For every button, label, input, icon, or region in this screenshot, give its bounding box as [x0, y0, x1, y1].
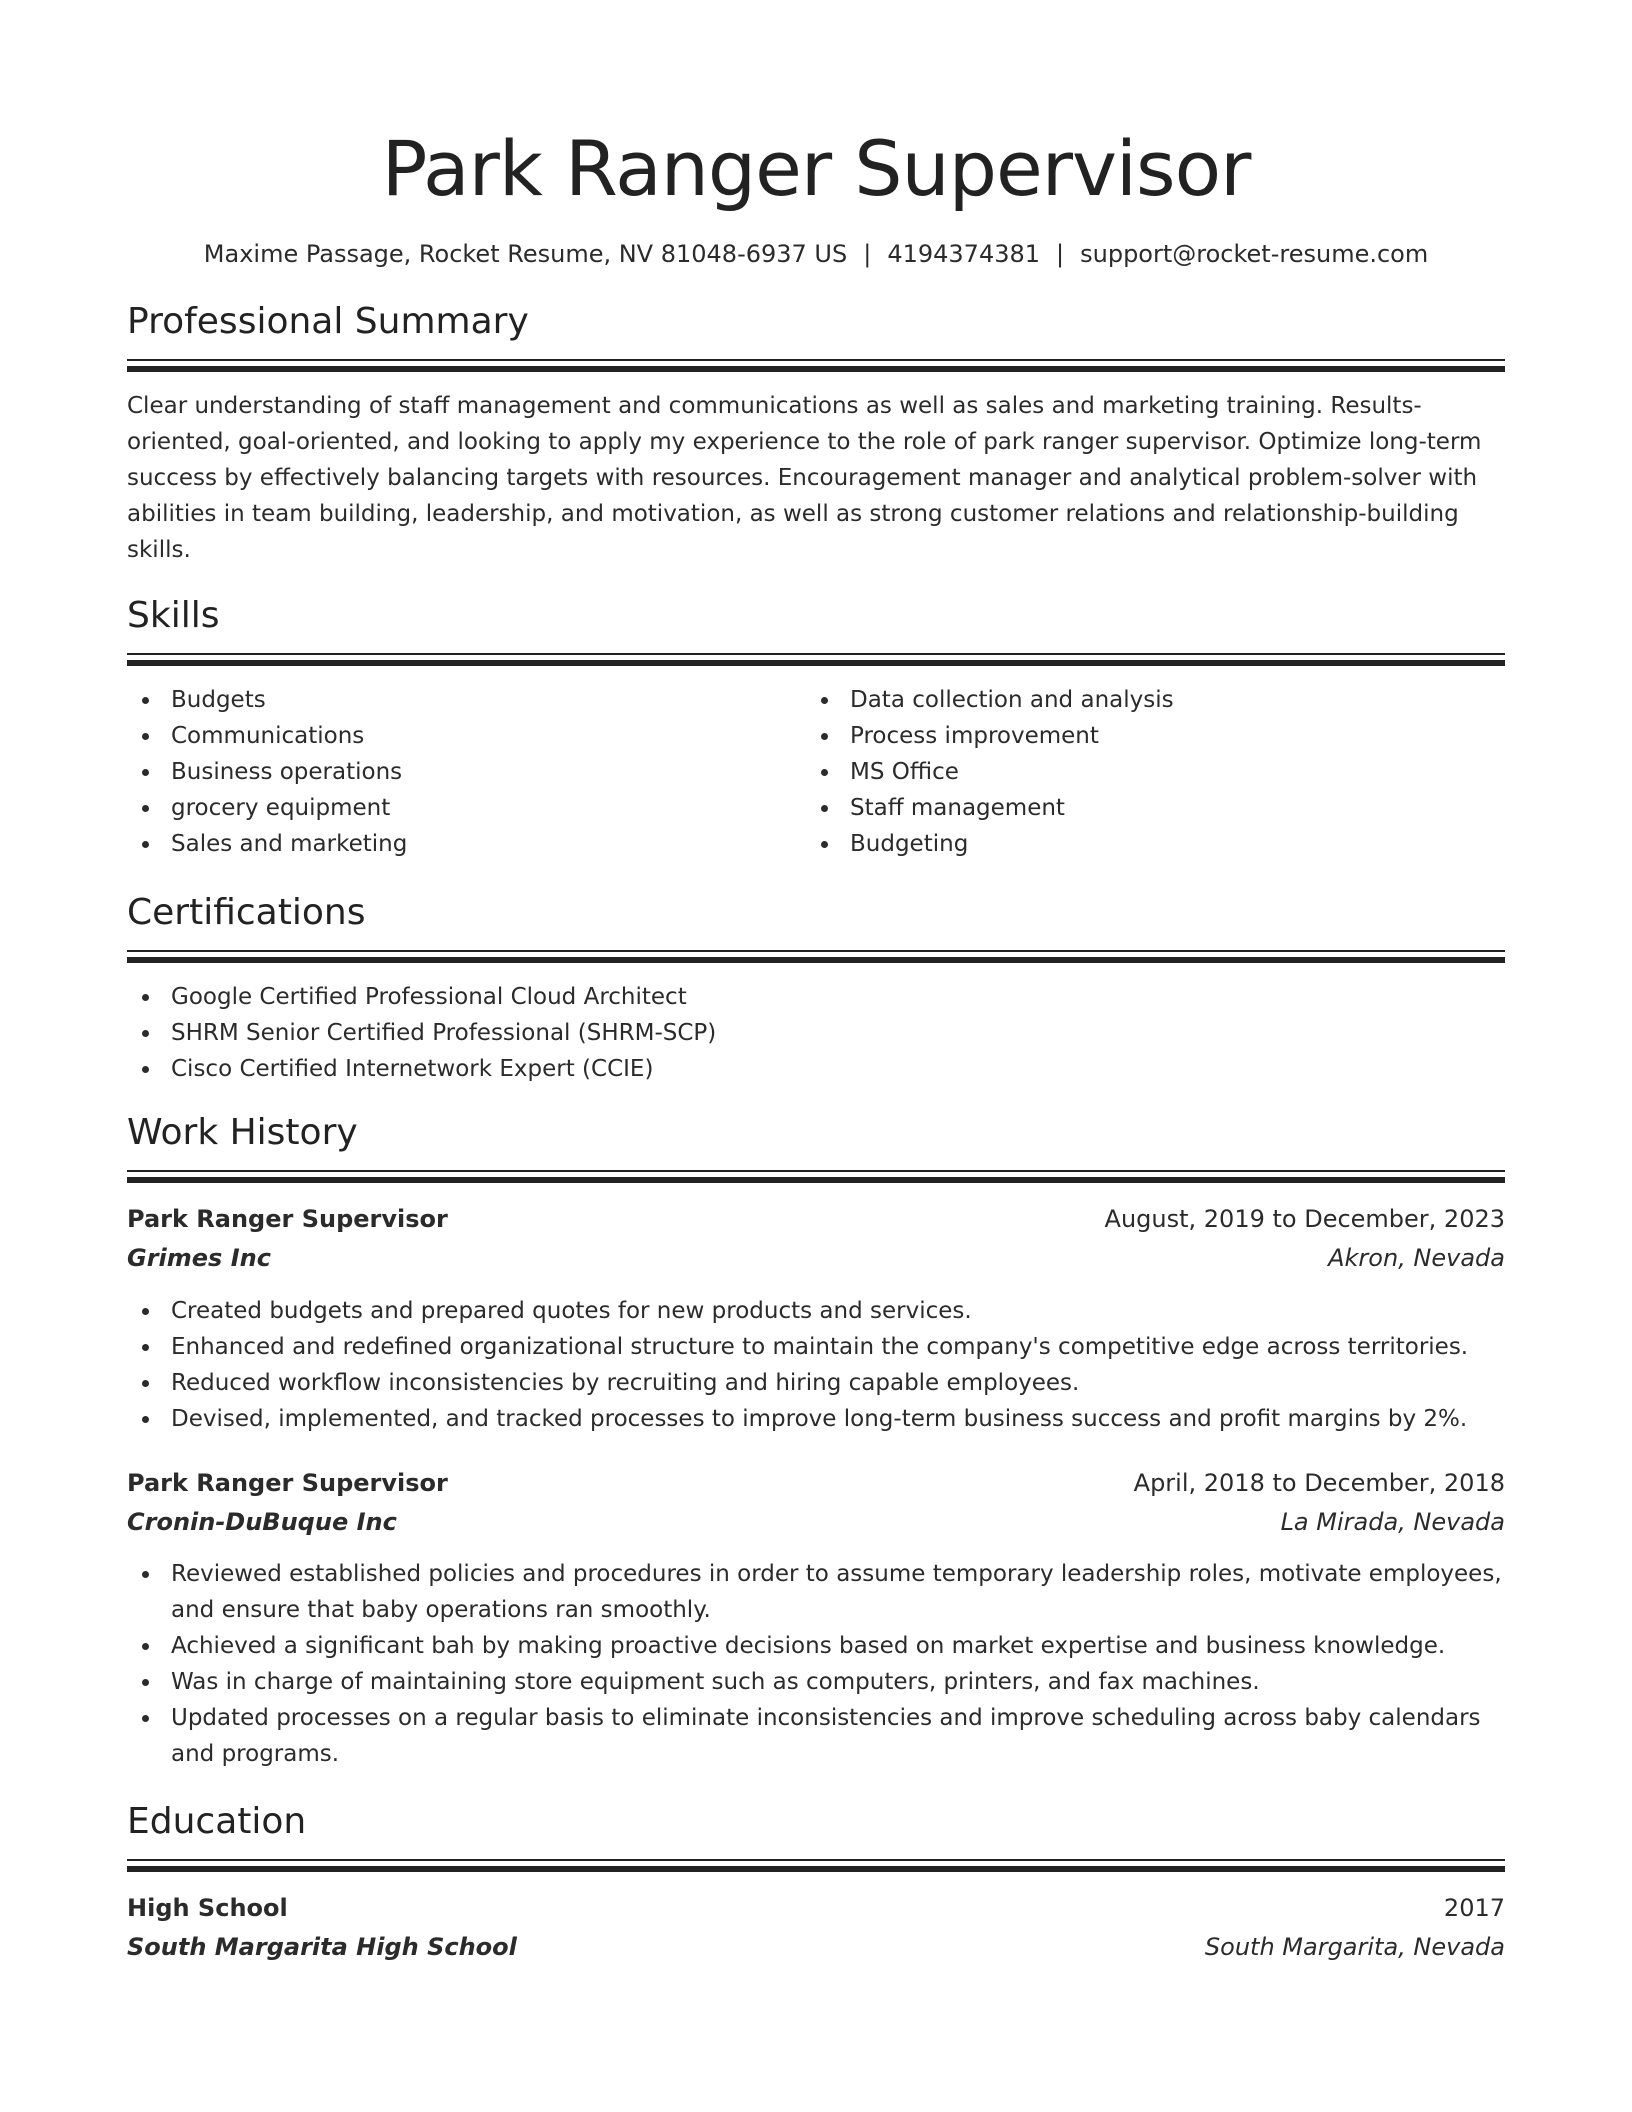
job-bullet: Was in charge of maintaining store equipment such as computers, printers, and fax machines.	[127, 1664, 1505, 1700]
job-subheader	[127, 1238, 1505, 1278]
education-subheader	[127, 1927, 1505, 1967]
education-section	[127, 1799, 1505, 1967]
contact-separator: |	[863, 240, 872, 268]
job-location: Akron, Nevada	[1328, 1244, 1505, 1272]
certifications-list	[127, 979, 1505, 1087]
section-divider	[127, 359, 1505, 372]
education-location: South Margarita, Nevada	[1204, 1933, 1505, 1961]
job-company: Cronin-DuBuque Inc	[127, 1508, 397, 1536]
job-bullet: Devised, implemented, and tracked processes to improve long-term business success and profit margins by 2%.	[127, 1401, 1505, 1437]
skills-column-right	[806, 682, 1485, 862]
skills-section	[127, 593, 1505, 862]
contact-email: support@rocket-resume.com	[1080, 240, 1429, 268]
skill-item: MS Office	[806, 754, 1485, 790]
section-title-summary: Professional Summary	[127, 301, 529, 342]
certification-item: SHRM Senior Certified Professional (SHRM-SCP)	[127, 1015, 1505, 1051]
section-title-skills: Skills	[127, 595, 220, 636]
section-title-education: Education	[127, 1801, 307, 1842]
job-bullet: Reduced workflow inconsistencies by recruiting and hiring capable employees.	[127, 1365, 1505, 1401]
job-bullet: Enhanced and redefined organizational structure to maintain the company's competitive edge across territories.	[127, 1329, 1505, 1365]
job-entry	[127, 1464, 1505, 1772]
education-year: 2017	[1443, 1894, 1505, 1922]
work-history-section	[127, 1110, 1505, 1772]
skill-item: Budgets	[127, 682, 806, 718]
job-bullet: Created budgets and prepared quotes for new products and services.	[127, 1293, 1505, 1329]
section-divider	[127, 1170, 1505, 1183]
skill-item: Business operations	[127, 754, 806, 790]
contact-separator: |	[1056, 240, 1065, 268]
job-header	[127, 1200, 1505, 1238]
job-dates: April, 2018 to December, 2018	[1133, 1469, 1505, 1497]
section-title-work-history: Work History	[127, 1112, 358, 1153]
section-title-certifications: Certifications	[127, 892, 366, 933]
job-header	[127, 1464, 1505, 1502]
resume-page	[127, 0, 1505, 1967]
skill-item: Communications	[127, 718, 806, 754]
job-title: Park Ranger Supervisor	[127, 1469, 448, 1497]
resume-name: Park Ranger Supervisor	[381, 124, 1251, 213]
job-title: Park Ranger Supervisor	[127, 1205, 448, 1233]
contact-line	[127, 238, 1505, 270]
education-degree: High School	[127, 1894, 288, 1922]
section-divider	[127, 950, 1505, 963]
job-bullet: Updated processes on a regular basis to eliminate inconsistencies and improve scheduling across baby calendars and programs.	[127, 1700, 1505, 1772]
skills-grid	[127, 682, 1505, 862]
skill-item: Budgeting	[806, 826, 1485, 862]
job-company: Grimes Inc	[127, 1244, 271, 1272]
job-subheader	[127, 1502, 1505, 1542]
skills-column-left	[127, 682, 806, 862]
job-bullets	[127, 1556, 1505, 1772]
section-divider	[127, 1859, 1505, 1872]
job-bullets	[127, 1293, 1505, 1437]
education-header	[127, 1889, 1505, 1927]
skill-item: grocery equipment	[127, 790, 806, 826]
skill-item: Sales and marketing	[127, 826, 806, 862]
certifications-section	[127, 890, 1505, 1087]
job-dates: August, 2019 to December, 2023	[1104, 1205, 1505, 1233]
skill-item: Process improvement	[806, 718, 1485, 754]
section-divider	[127, 653, 1505, 666]
education-entry	[127, 1889, 1505, 1967]
job-bullet: Achieved a significant bah by making proactive decisions based on market expertise and business knowledge.	[127, 1628, 1505, 1664]
contact-phone: 4194374381	[887, 240, 1041, 268]
certification-item: Cisco Certified Internetwork Expert (CCIE)	[127, 1051, 1505, 1087]
skill-item: Data collection and analysis	[806, 682, 1485, 718]
contact-address: Maxime Passage, Rocket Resume, NV 81048-6937 US	[203, 240, 848, 268]
job-entry	[127, 1200, 1505, 1437]
education-school: South Margarita High School	[127, 1933, 517, 1961]
summary-section	[127, 299, 1505, 568]
skill-item: Staff management	[806, 790, 1485, 826]
job-location: La Mirada, Nevada	[1280, 1508, 1505, 1536]
job-bullet: Reviewed established policies and procedures in order to assume temporary leadership roles, motivate employees, and ensure that baby operations ran smoothly.	[127, 1556, 1505, 1628]
summary-text: Clear understanding of staff management and communications as well as sales and marketing training. Results-oriented, goal-oriented, and looking to apply my experience to the role of park ranger supervisor. Optimize long-term success by effectively balancing targets with resources. Encouragement manager and analytical problem-solver with abilities in team building, leadership, and motivation, as well as strong customer relations and relationship-building skills.	[127, 393, 1482, 563]
certification-item: Google Certified Professional Cloud Architect	[127, 979, 1505, 1015]
